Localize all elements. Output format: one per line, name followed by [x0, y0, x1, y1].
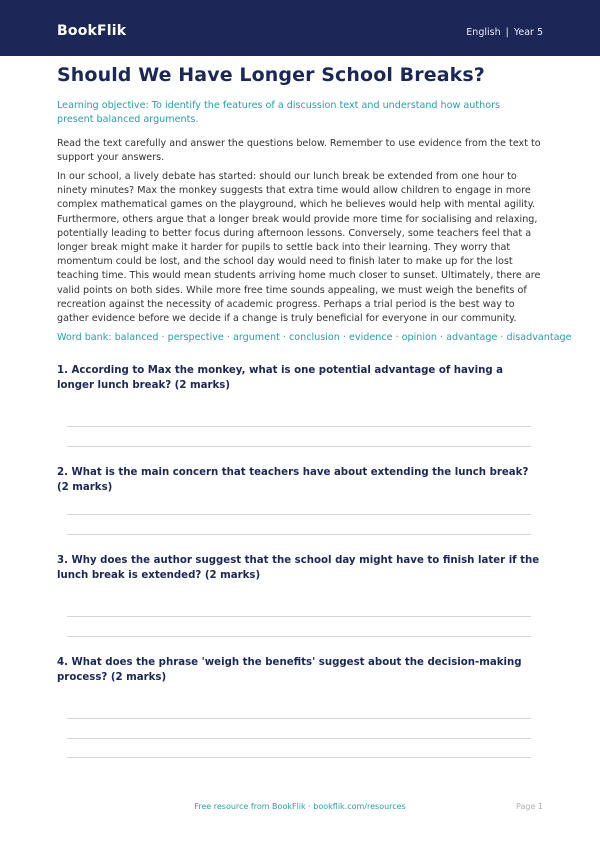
year-label: Year 5 — [513, 27, 543, 38]
page-header — [0, 0, 600, 56]
footer-resource-link[interactable]: Free resource from BookFlik · bookflik.com/resources — [194, 802, 406, 811]
answer-line[interactable] — [67, 514, 531, 515]
reading-passage: In our school, a lively debate has started: should our lunch break be extended from one hour to ninety minutes? Max the monkey suggests that extra time would allow children to engage in more complex mathematical games on the playground, which he believes would help with mental agility. Furthermore, others argue that a longer break would provide more time for socialising and relaxing, potentially leading to better focus during afternoon lessons. Conversely, some teachers feel that a longer break might make it harder for pupils to settle back into their learning. They worry that momentum could be lost, and the school day would need to finish later to make up for the lost teaching time. This would mean students arriving home much closer to sunset. Ultimately, there are valid points on both sides. While more free time sounds appealing, we must weigh the benefits of recreation against the necessity of academic progress. Perhaps a trial period is the best way to gather evidence before we decide if a change is truly beneficial for everyone in our community. — [57, 171, 541, 325]
page-title: Should We Have Longer School Breaks? — [57, 64, 485, 86]
answer-line[interactable] — [67, 446, 531, 447]
instructions: Read the text carefully and answer the questions below. Remember to use evidence from the text to support your answers. — [57, 138, 541, 163]
answer-line[interactable] — [67, 636, 531, 637]
question-2: 2. What is the main concern that teachers have about extending the lunch break? (2 marks) — [57, 467, 529, 493]
learning-objective: Learning objective: To identify the features of a discussion text and understand how authors present balanced arguments. — [57, 100, 501, 125]
answer-line[interactable] — [67, 718, 531, 719]
answer-line[interactable] — [67, 426, 531, 427]
meta-separator: | — [505, 27, 509, 38]
page-number: Page 1 — [516, 802, 543, 811]
header-meta — [466, 27, 543, 38]
answer-line[interactable] — [67, 616, 531, 617]
question-3: 3. Why does the author suggest that the school day might have to finish later if the lunch break is extended? (2 marks) — [57, 555, 540, 581]
answer-line[interactable] — [67, 757, 531, 758]
subject-label: English — [466, 27, 501, 38]
answer-line[interactable] — [67, 534, 531, 535]
question-4: 4. What does the phrase 'weigh the benefits' suggest about the decision-making process? (2 marks) — [57, 657, 522, 683]
question-1: 1. According to Max the monkey, what is one potential advantage of having a longer lunch break? (2 marks) — [57, 365, 504, 391]
answer-line[interactable] — [67, 738, 531, 739]
word-bank: Word bank: balanced · perspective · argument · conclusion · evidence · opinion · advantage · disadvantage — [57, 332, 572, 343]
brand-logo[interactable]: BookFlik — [57, 23, 127, 39]
